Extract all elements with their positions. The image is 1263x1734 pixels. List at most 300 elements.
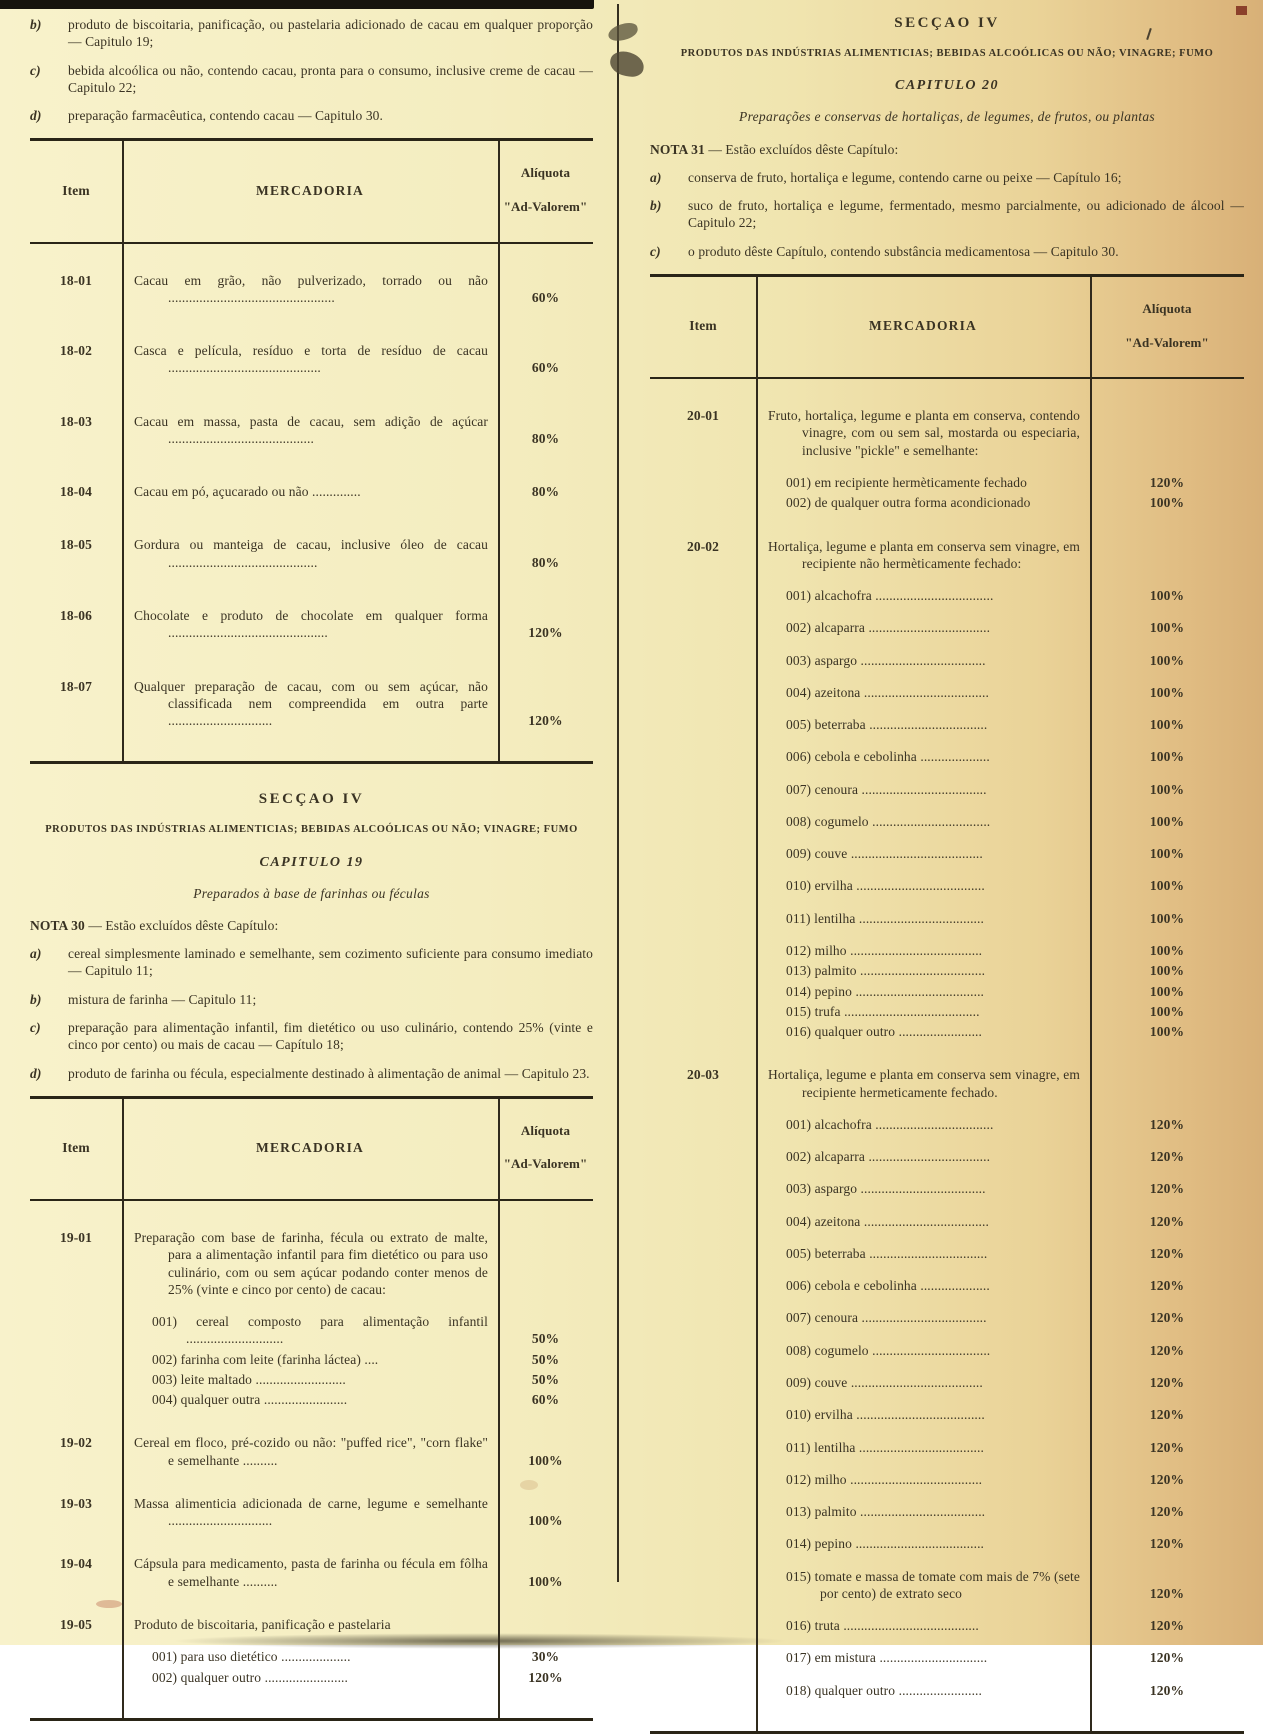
mercadoria-desc: 001) alcachofra ..................................	[786, 588, 994, 604]
table-subrow	[650, 1003, 1244, 1020]
aliquota-value: 100%	[1149, 620, 1185, 636]
aliquota-value: 100%	[1149, 717, 1185, 733]
item-code	[650, 474, 756, 491]
section-heading	[36, 790, 587, 902]
mercadoria-desc: Preparação com base de farinha, fécula ou extrato de malte, para a alimentação infantil para fim dietético ou para uso culinário, com ou sem açúcar podando conter menos de 25% (vinte e cinco por cento) de cacau:	[134, 1230, 488, 1297]
item-code	[650, 1309, 756, 1326]
mercadoria-desc: 012) milho ......................................	[786, 1471, 983, 1487]
list-item-label: c)	[30, 62, 41, 78]
aliquota-value: 100%	[1149, 878, 1185, 894]
aliquota-value: 120%	[528, 1669, 563, 1685]
list-item-text: preparação para alimentação infantil, fim dietético ou uso culinário, contendo 25% (vinte e cinco por cento) ou mais de cacau — Capítulo 18;	[68, 1019, 593, 1053]
aliquota-value: 100%	[1149, 1003, 1185, 1019]
item-code	[650, 781, 756, 798]
aliquota-value: 120%	[1149, 1116, 1185, 1132]
aliquota-value: 120%	[1149, 1650, 1185, 1666]
list-item	[30, 945, 593, 980]
mercadoria-desc: 008) cogumelo ..................................	[786, 813, 991, 829]
chapter-title: CAPITULO 19	[259, 854, 364, 870]
table-subrow	[30, 1351, 593, 1368]
table-subrow	[650, 845, 1244, 862]
list-item-text: o produto dêste Capítulo, contendo substância medicamentosa — Capitulo 30.	[688, 243, 1119, 259]
table-subrow	[650, 1617, 1244, 1634]
aliquota-value: 120%	[1149, 1439, 1185, 1455]
aliquota-value: 120%	[1149, 1682, 1185, 1698]
table-row	[30, 1434, 593, 1469]
table-row	[650, 538, 1244, 573]
mercadoria-desc: 007) cenoura ....................................	[786, 1310, 987, 1326]
list-item	[30, 1065, 593, 1082]
table-subrow	[650, 1682, 1244, 1699]
header-aliquota	[1090, 301, 1244, 351]
list-item-text: produto de biscoitaria, panificação, ou pastelaria adicionado de cacau em qualquer proporção — Capitulo 19;	[68, 17, 593, 50]
header-aliquota-line2: "Ad-Valorem"	[503, 198, 588, 214]
item-code: 18-06	[60, 607, 92, 623]
item-code: 19-02	[60, 1435, 92, 1451]
table-subrow	[650, 1245, 1244, 1262]
tariff-table-chapter-20	[650, 274, 1244, 1734]
table-subrow	[30, 1669, 593, 1686]
list-item-label: d)	[30, 108, 42, 124]
tariff-table-chapter-19	[30, 1096, 593, 1721]
mercadoria-desc: 001) em recipiente hermèticamente fechado	[786, 475, 1027, 490]
table-subrow	[650, 1439, 1244, 1456]
item-code	[650, 1180, 756, 1197]
list-item-label: a)	[650, 169, 662, 185]
mercadoria-desc: 002) alcaparra ...................................	[786, 1149, 991, 1165]
table-subrow	[650, 1471, 1244, 1488]
table-subrow	[650, 942, 1244, 959]
aliquota-value: 120%	[1149, 1181, 1185, 1197]
item-code	[30, 1313, 122, 1348]
item-code	[650, 1148, 756, 1165]
item-code	[650, 1439, 756, 1456]
header-item: Item	[689, 318, 717, 334]
table-column-rule	[1090, 277, 1092, 1731]
mercadoria-desc: 016) truta .......................................	[786, 1618, 979, 1634]
aliquota-value: 60%	[531, 1392, 560, 1408]
mercadoria-desc: 005) beterraba ..................................	[786, 717, 988, 733]
table-row	[650, 407, 1244, 459]
mercadoria-desc: 003) aspargo ....................................	[786, 652, 986, 668]
item-code	[650, 942, 756, 959]
tariff-table-chapter-18	[30, 138, 593, 764]
mercadoria-desc: 007) cenoura ....................................	[786, 781, 987, 797]
table-row	[30, 1229, 593, 1298]
item-code	[650, 1503, 756, 1520]
table-subrow	[650, 474, 1244, 491]
aliquota-value: 80%	[531, 430, 560, 446]
table-subrow	[650, 1213, 1244, 1230]
list-item	[650, 197, 1244, 232]
header-aliquota-line2: "Ad-Valorem"	[503, 1156, 588, 1172]
aliquota-value: 100%	[1149, 652, 1185, 668]
mercadoria-desc: Casca e película, resíduo e torta de resíduo de cacau ............................................	[134, 343, 488, 376]
table-subrow	[650, 813, 1244, 830]
mercadoria-desc: Fruto, hortaliça, legume e planta em conserva, contendo vinagre, com ou sem sal, mostarda ou especiaria, inclusive "pickle" e semelhante:	[768, 408, 1080, 458]
item-code	[650, 1406, 756, 1423]
item-code	[650, 619, 756, 636]
item-code	[650, 845, 756, 862]
table-subrow	[650, 1374, 1244, 1391]
item-code	[650, 813, 756, 830]
item-code	[30, 1371, 122, 1388]
item-code	[650, 1568, 756, 1603]
mercadoria-desc: 009) couve ......................................	[786, 1374, 983, 1390]
aliquota-value: 120%	[1149, 1310, 1185, 1326]
section-title: SECÇAO IV	[258, 791, 365, 808]
mercadoria-desc: 005) beterraba ..................................	[786, 1245, 988, 1261]
item-code: 19-05	[60, 1617, 92, 1633]
aliquota-value: 120%	[1149, 1149, 1185, 1165]
item-code: 20-03	[687, 1067, 719, 1083]
aliquota-value: 100%	[1149, 910, 1185, 926]
aliquota-value: 100%	[528, 1513, 563, 1529]
table-subrow	[650, 781, 1244, 798]
item-code	[650, 684, 756, 701]
list-item-text: suco de fruto, hortaliça e legume, fermentado, mesmo parcialmente, ou adicionado de álcool — Capitulo 22;	[688, 198, 1244, 231]
mercadoria-desc: Qualquer preparação de cacau, com ou sem açúcar, não classificada nem compreendida em outra parte ..............................	[134, 678, 488, 729]
mercadoria-desc: 003) leite maltado ..........................	[152, 1371, 346, 1387]
table-subrow	[650, 716, 1244, 733]
mercadoria-desc: 015) trufa .......................................	[786, 1003, 980, 1019]
aliquota-value: 100%	[1149, 781, 1185, 797]
mercadoria-desc: 010) ervilha .....................................	[786, 878, 985, 894]
table-column-rule	[498, 141, 500, 761]
list-item	[30, 16, 593, 51]
item-code: 20-02	[687, 538, 719, 554]
table-column-rule	[498, 1099, 500, 1718]
table-subrow	[650, 1535, 1244, 1552]
mercadoria-desc: 018) qualquer outro ........................	[786, 1682, 982, 1698]
aliquota-value: 120%	[1149, 1407, 1185, 1423]
aliquota-value: 120%	[528, 713, 563, 729]
mercadoria-desc: Hortaliça, legume e planta em conserva sem vinagre, em recipiente não hermèticamente fechado:	[768, 538, 1080, 571]
item-code	[650, 1374, 756, 1391]
list-item-label: a)	[30, 946, 42, 962]
table-subrow	[650, 1342, 1244, 1359]
table-subrow	[650, 1406, 1244, 1423]
table-row	[30, 342, 593, 377]
header-mercadoria: MERCADORIA	[256, 1140, 364, 1156]
item-code: 18-07	[60, 678, 92, 694]
mercadoria-desc: 009) couve ......................................	[786, 846, 983, 862]
nota-text: — Estão excluídos dêste Capítulo:	[88, 917, 279, 933]
item-code	[650, 1003, 756, 1020]
subitem-group	[650, 1116, 1244, 1699]
table-subrow	[30, 1648, 593, 1665]
aliquota-value: 120%	[1149, 1585, 1185, 1601]
mercadoria-desc: Produto de biscoitaria, panificação e pastelaria	[134, 1617, 391, 1633]
list-item	[30, 62, 593, 97]
section-title: SECÇAO IV	[894, 15, 1000, 31]
aliquota-value: 120%	[528, 625, 563, 641]
mercadoria-desc: 002) qualquer outro ........................	[152, 1669, 348, 1685]
list-item-label: c)	[30, 1019, 41, 1035]
aliquota-value: 100%	[1149, 846, 1185, 862]
table-subrow	[650, 962, 1244, 979]
item-code	[30, 1351, 122, 1368]
mercadoria-desc: Cápsula para medicamento, pasta de farinha ou fécula em fôlha e semelhante ..........	[134, 1556, 488, 1589]
item-code: 18-04	[60, 484, 92, 500]
mercadoria-desc: 002) de qualquer outra forma acondicionado	[786, 495, 1031, 511]
aliquota-value: 120%	[1149, 1374, 1185, 1390]
item-code: 18-05	[60, 537, 92, 553]
mercadoria-desc: 013) palmito ....................................	[786, 963, 986, 979]
table-column-rule	[122, 141, 124, 761]
aliquota-value: 100%	[528, 1573, 563, 1589]
mercadoria-desc: 008) cogumelo ..................................	[786, 1342, 991, 1358]
aliquota-value: 120%	[1149, 1471, 1185, 1487]
header-aliquota-line1: Alíquota	[520, 1122, 571, 1138]
list-item-text: bebida alcoólica ou não, contendo cacau, pronta para o consumo, inclusive creme de cacau — Capitulo 22;	[68, 62, 593, 95]
item-code	[650, 1535, 756, 1552]
mercadoria-desc: 001) cereal composto para alimentação infantil ............................	[152, 1314, 488, 1347]
table-row	[30, 1555, 593, 1590]
list-item	[30, 1019, 593, 1054]
item-code	[650, 1245, 756, 1262]
header-item: Item	[62, 1140, 90, 1156]
ink-smudge	[607, 21, 640, 43]
table-column-rule	[122, 1099, 124, 1718]
item-code: 19-01	[60, 1230, 92, 1246]
nota-heading	[650, 141, 1244, 158]
table-subrow	[650, 877, 1244, 894]
subitem-group	[650, 587, 1244, 1040]
table-row	[30, 272, 593, 307]
table-row	[30, 1495, 593, 1530]
item-code	[650, 962, 756, 979]
table-subrow	[650, 983, 1244, 1000]
header-aliquota-line2: "Ad-Valorem"	[1125, 334, 1209, 350]
list-item	[30, 107, 593, 124]
table-subrow	[650, 684, 1244, 701]
item-code	[30, 1669, 122, 1686]
mercadoria-desc: 006) cebola e cebolinha ....................	[786, 1278, 990, 1294]
aliquota-value: 100%	[1149, 1024, 1185, 1040]
list-item-text: produto de farinha ou fécula, especialmente destinado à alimentação de animal — Capitulo 23.	[68, 1065, 590, 1081]
mercadoria-desc: 011) lentilha ....................................	[786, 910, 984, 926]
mercadoria-desc: 010) ervilha .....................................	[786, 1407, 985, 1423]
aliquota-value: 120%	[1149, 1342, 1185, 1358]
aliquota-value: 80%	[531, 554, 560, 570]
item-code	[650, 1617, 756, 1634]
table-column-rule	[756, 277, 758, 1731]
mercadoria-desc: 013) palmito ....................................	[786, 1504, 986, 1520]
aliquota-value: 100%	[528, 1452, 563, 1468]
aliquota-value: 100%	[1149, 495, 1185, 511]
mercadoria-desc: Hortaliça, legume e planta em conserva sem vinagre, em recipiente hermeticamente fechado.	[768, 1067, 1080, 1100]
table-subrow	[650, 494, 1244, 511]
mercadoria-desc: 004) azeitona ....................................	[786, 684, 989, 700]
mercadoria-desc: 016) qualquer outro ........................	[786, 1024, 982, 1040]
item-code	[30, 1391, 122, 1408]
item-code	[650, 877, 756, 894]
list-item-label: b)	[30, 991, 42, 1007]
table-row	[650, 1066, 1244, 1101]
item-code	[30, 1648, 122, 1665]
aliquota-value: 120%	[1149, 1618, 1185, 1634]
nota-label: NOTA 30	[30, 917, 85, 933]
item-code	[650, 716, 756, 733]
aliquota-value: 30%	[531, 1649, 560, 1665]
aliquota-value: 100%	[1149, 942, 1185, 958]
aliquota-value: 100%	[1149, 963, 1185, 979]
column-divider	[617, 4, 619, 1582]
item-code	[650, 1116, 756, 1133]
header-mercadoria: MERCADORIA	[256, 182, 364, 198]
table-subrow	[650, 748, 1244, 765]
right-column	[650, 8, 1244, 1734]
list-item	[650, 243, 1244, 260]
mercadoria-desc: Cacau em pó, açucarado ou não ..............	[134, 484, 361, 500]
header-aliquota-line1: Alíquota	[1142, 300, 1192, 316]
item-code	[650, 1649, 756, 1666]
aliquota-value: 120%	[1149, 1536, 1185, 1552]
header-mercadoria: MERCADORIA	[869, 318, 977, 334]
aliquota-value: 120%	[1149, 1278, 1185, 1294]
table-subrow	[650, 1649, 1244, 1666]
table-subrow	[650, 1309, 1244, 1326]
mercadoria-desc: 017) em mistura ...............................	[786, 1650, 988, 1666]
table-subrow	[650, 1148, 1244, 1165]
table-subrow	[650, 1180, 1244, 1197]
table-body	[30, 244, 593, 762]
mercadoria-desc: 015) tomate e massa de tomate com mais de 7% (sete por cento) de extrato seco	[786, 1568, 1080, 1601]
table-subrow	[650, 1023, 1244, 1040]
table-subrow	[30, 1313, 593, 1348]
table-body	[650, 379, 1244, 1731]
aliquota-value: 120%	[1149, 475, 1185, 490]
chapter-title: CAPITULO 20	[895, 78, 999, 94]
table-subrow	[650, 652, 1244, 669]
aliquota-value: 50%	[531, 1331, 560, 1347]
chapter-description: Preparações e conservas de hortaliças, de legumes, de frutos, ou plantas	[739, 109, 1155, 125]
table-subrow	[650, 1503, 1244, 1520]
header-aliquota	[498, 165, 593, 215]
table-header	[30, 141, 593, 243]
mercadoria-desc: 014) pepino .....................................	[786, 1536, 985, 1552]
table-header	[30, 1099, 593, 1201]
header-aliquota-line1: Alíquota	[520, 165, 571, 181]
mercadoria-desc: 011) lentilha ....................................	[786, 1439, 984, 1455]
item-code	[650, 1023, 756, 1040]
item-code	[650, 1682, 756, 1699]
subitem-group	[30, 1313, 593, 1408]
list-item-label: b)	[30, 17, 42, 32]
table-subrow	[650, 910, 1244, 927]
table-row	[30, 413, 593, 448]
list-item-text: cereal simplesmente laminado e semelhante, sem cozimento suficiente para consumo imediato — Capitulo 11;	[68, 946, 593, 979]
table-subrow	[30, 1371, 593, 1388]
mercadoria-desc: 004) azeitona ....................................	[786, 1213, 989, 1229]
item-code: 19-03	[60, 1495, 92, 1511]
aliquota-value: 80%	[531, 484, 560, 500]
mercadoria-desc: Cacau em massa, pasta de cacau, sem adição de açúcar ..........................................	[134, 413, 488, 446]
item-code: 20-01	[687, 408, 719, 424]
table-row	[30, 607, 593, 642]
nota-30	[30, 917, 593, 1082]
mercadoria-desc: 004) qualquer outra ........................	[152, 1392, 348, 1408]
list-item-label: c)	[650, 243, 661, 259]
nota-label: NOTA 31	[650, 141, 705, 157]
item-code	[650, 652, 756, 669]
ink-smudge	[608, 49, 645, 78]
table-subrow	[650, 619, 1244, 636]
item-code: 18-03	[60, 413, 92, 429]
nota-heading	[30, 917, 593, 934]
subitem-group	[650, 474, 1244, 512]
chapter-description: Preparados à base de farinhas ou féculas	[193, 885, 430, 901]
list-item-text: mistura de farinha — Capitulo 11;	[68, 991, 257, 1007]
item-code	[650, 1471, 756, 1488]
item-code	[650, 1277, 756, 1294]
table-row	[30, 536, 593, 571]
list-item	[30, 991, 593, 1008]
list-item-label: d)	[30, 1065, 42, 1081]
list-item-text: preparação farmacêutica, contendo cacau — Capitulo 30.	[68, 108, 383, 124]
mercadoria-desc: 003) aspargo ....................................	[786, 1181, 986, 1197]
aliquota-value: 100%	[1149, 983, 1185, 999]
item-code	[650, 983, 756, 1000]
item-code	[650, 587, 756, 604]
aliquota-value: 60%	[531, 360, 560, 376]
mercadoria-desc: Cereal em floco, pré-cozido ou não: "puffed rice", "corn flake" e semelhante ..........	[134, 1435, 488, 1468]
aliquota-value: 100%	[1149, 813, 1185, 829]
subitem-group	[30, 1648, 593, 1686]
nota-31	[650, 141, 1244, 260]
table-row	[30, 1616, 593, 1633]
mercadoria-desc: Chocolate e produto de chocolate em qualquer forma ..............................................	[134, 607, 488, 641]
table-subrow	[650, 1116, 1244, 1133]
aliquota-value: 50%	[531, 1371, 560, 1387]
table-subrow	[650, 1277, 1244, 1294]
item-code	[650, 494, 756, 511]
left-column	[30, 16, 593, 1721]
aliquota-value: 60%	[531, 289, 560, 305]
item-code: 18-02	[60, 343, 92, 359]
table-body	[30, 1201, 593, 1718]
list-item	[650, 169, 1244, 186]
mercadoria-desc: 001) para uso dietético ....................	[152, 1649, 351, 1665]
item-code: 19-04	[60, 1556, 92, 1572]
item-code: 18-01	[60, 272, 92, 288]
aliquota-value: 120%	[1149, 1213, 1185, 1229]
aliquota-value: 120%	[1149, 1245, 1185, 1261]
aliquota-value: 100%	[1149, 749, 1185, 765]
section-subtitle: PRODUTOS DAS INDÚSTRIAS ALIMENTICIAS; BEBIDAS ALCOÓLICAS OU NÃO; VINAGRE; FUMO	[45, 824, 578, 836]
section-heading	[656, 14, 1238, 126]
aliquota-value: 100%	[1149, 588, 1185, 604]
item-code	[650, 1213, 756, 1230]
aliquota-value: 120%	[1149, 1504, 1185, 1520]
aliquota-value: 50%	[531, 1351, 560, 1367]
table-subrow	[650, 1568, 1244, 1603]
mercadoria-desc: 002) farinha com leite (farinha láctea) ....	[152, 1351, 379, 1367]
mercadoria-desc: 012) milho ......................................	[786, 942, 983, 958]
table-row	[30, 483, 593, 500]
header-item: Item	[62, 182, 90, 198]
table-row	[30, 678, 593, 730]
aliquota-value: 100%	[1149, 684, 1185, 700]
table-subrow	[650, 587, 1244, 604]
page-top-edge	[0, 0, 594, 9]
intro-exclusion-list	[30, 16, 593, 124]
list-item-label: b)	[650, 198, 662, 214]
section-subtitle: PRODUTOS DAS INDÚSTRIAS ALIMENTICIAS; BEBIDAS ALCOÓLICAS OU NÃO; VINAGRE; FUMO	[680, 48, 1214, 60]
mercadoria-desc: Gordura ou manteiga de cacau, inclusive óleo de cacau ...........................................	[134, 537, 488, 570]
list-item-text: conserva de fruto, hortaliça e legume, contendo carne ou peixe — Capítulo 16;	[688, 169, 1122, 185]
